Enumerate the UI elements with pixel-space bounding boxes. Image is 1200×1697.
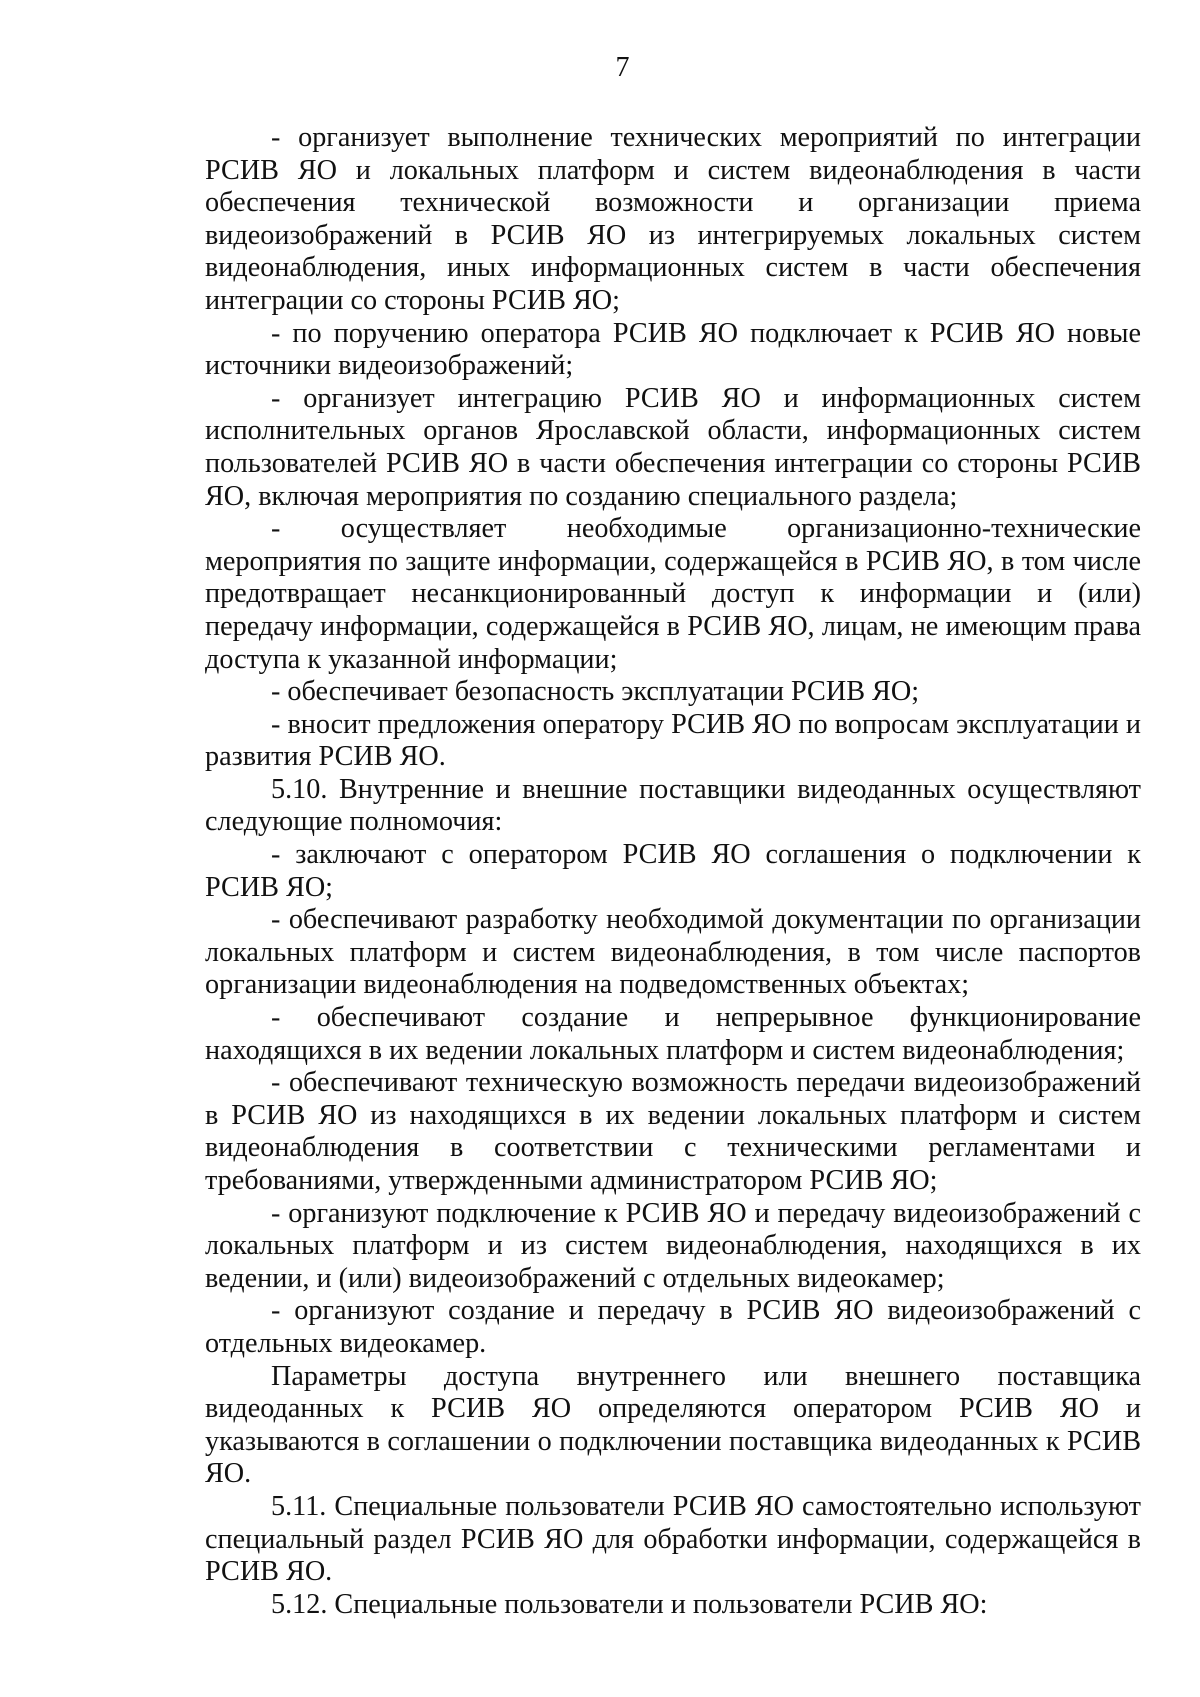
paragraph-connect-new-sources: - по поручению оператора РСИВ ЯО подключает к РСИВ ЯО новые источники видеоизображений; xyxy=(205,317,1141,382)
paragraph-transmission-capability: - обеспечивают техническую возможность передачи видеоизображений в РСИВ ЯО из находящихся в их ведении локальных платформ и систем видеонаблюдения в соответствии с техническими регламентами и требованиями, утвержденными администратором РСИВ ЯО; xyxy=(205,1067,1141,1196)
paragraph-documentation: - обеспечивают разработку необходимой документации по организации локальных платформ и систем видеонаблюдения, в том числе паспортов организации видеонаблюдения на подведомственных объектах; xyxy=(205,904,1141,1001)
document-body xyxy=(205,122,1141,1621)
paragraph-section-5-11: 5.11. Специальные пользователи РСИВ ЯО самостоятельно используют специальный раздел РСИВ ЯО для обработки информации, содержащейся в РСИВ ЯО. xyxy=(205,1490,1141,1588)
paragraph-integration-measures: - организует выполнение технических мероприятий по интеграции РСИВ ЯО и локальных платформ и систем видеонаблюдения в части обеспечения технической возможности и организации приема видеоизображений в РСИВ ЯО из интегрируемых локальных систем видеонаблюдения, иных информационных систем в части обеспечения интеграции со стороны РСИВ ЯО; xyxy=(205,122,1141,316)
paragraph-proposals: - вносит предложения оператору РСИВ ЯО по вопросам эксплуатации и развития РСИВ ЯО. xyxy=(205,708,1141,773)
paragraph-information-systems-integration: - организует интеграцию РСИВ ЯО и информационных систем исполнительных органов Ярославской области, информационных систем пользователей РСИВ ЯО в части обеспечения интеграции со стороны РСИВ ЯО, включая мероприятия по созданию специального раздела; xyxy=(205,382,1141,512)
paragraph-connection-organization: - организуют подключение к РСИВ ЯО и передачу видеоизображений с локальных платформ и из систем видеонаблюдения, находящихся в их ведении, и (или) видеоизображений с отдельных видеокамер; xyxy=(205,1197,1141,1294)
paragraph-section-5-10: 5.10. Внутренние и внешние поставщики видеоданных осуществляют следующие полномочия: xyxy=(205,773,1141,838)
paragraph-section-5-12: 5.12. Специальные пользователи и пользователи РСИВ ЯО: xyxy=(271,1588,988,1620)
paragraph-information-protection: - осуществляет необходимые организационно-технические мероприятия по защите информации, содержащейся в РСИВ ЯО, в том числе предотвращает несанкционированный доступ к информации и (или) передачу информации, содержащейся в РСИВ ЯО, лицам, не имеющим права доступа к указанной информации; xyxy=(205,513,1141,675)
paragraph-continuous-operation: - обеспечивают создание и непрерывное функционирование находящихся в их ведении локальных платформ и систем видеонаблюдения; xyxy=(205,1002,1141,1066)
paragraph-access-parameters: Параметры доступа внутреннего или внешнего поставщика видеоданных к РСИВ ЯО определяются оператором РСИВ ЯО и указываются в соглашении о подключении поставщика видеоданных к РСИВ ЯО. xyxy=(205,1360,1141,1490)
paragraph-operation-security: - обеспечивает безопасность эксплуатации РСИВ ЯО; xyxy=(271,676,920,708)
paragraph-separate-cameras: - организуют создание и передачу в РСИВ ЯО видеоизображений с отдельных видеокамер. xyxy=(205,1295,1141,1359)
paragraph-connection-agreements: - заключают с оператором РСИВ ЯО соглашения о подключении к РСИВ ЯО; xyxy=(205,839,1141,903)
page-number: 7 xyxy=(615,52,630,83)
